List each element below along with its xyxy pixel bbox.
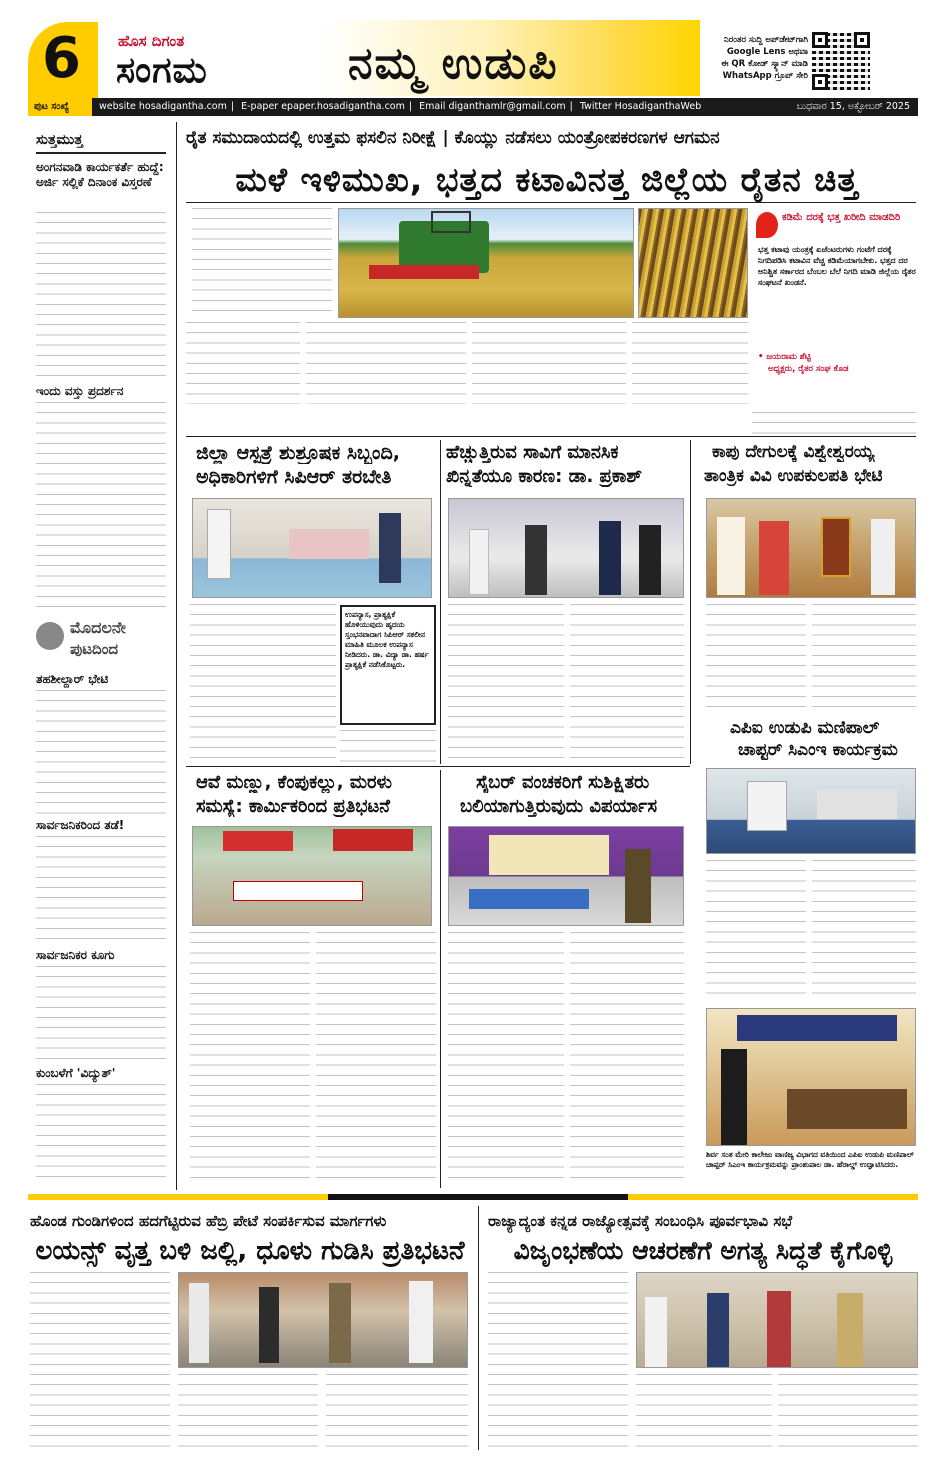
road-protest-photo: [178, 1272, 468, 1368]
person-shape: [639, 525, 661, 595]
qr-corner: [812, 32, 828, 48]
brief-title: ಇಂದು ವಸ್ತು ಪ್ರದರ್ಶನ: [36, 384, 124, 398]
article-body-text: [316, 932, 436, 1184]
article-headline: ಆವೆ ಮಣ್ಣು, ಕೆಂಪುಕಲ್ಲು, ಮರಳು: [196, 772, 392, 793]
college-event-photo: [706, 1008, 916, 1146]
banner-shape: [489, 835, 609, 875]
left-column-heading: [36, 124, 166, 154]
section-title: ನಮ್ಮ ಉಡುಪಿ: [348, 38, 559, 89]
masthead: [0, 0, 945, 96]
person-shape: [469, 529, 489, 595]
qr-line: ನಿರಂತರ ಸುದ್ದಿ ಅಪ್‌ಡೇಟ್‌ಗಾಗಿ: [724, 35, 808, 45]
location-pin-icon: [756, 212, 778, 238]
article-headline: ಚಾಪ್ಟರ್ ಸಿಎಂಇ ಕಾರ್ಯಕ್ರಮ: [738, 740, 898, 760]
info-bar: ಪುಟ ಸಂಖ್ಯೆ website hosadigantha.com | E-paper epaper.hosadigantha.com | Email diganthamlr@gmail.com | Twitter HosadiganthaWeb ಬುಧವಾರ 15, ಅಕ್ಟೋಬರ್ 2025: [28, 98, 918, 116]
article-body-text: [340, 730, 436, 762]
workers-protest-photo: [192, 826, 432, 926]
article-body-text: [488, 1272, 628, 1450]
bottom-left-headline: ಲಯನ್ಸ್ ವೃತ್ತ ಬಳಿ ಜಲ್ಲಿ, ಧೂಳು ಗುಡಿಸಿ ಪ್ರತಿಭಟನೆ: [35, 1236, 465, 1266]
brief-body: [36, 402, 166, 610]
qr-instructions: [700, 34, 808, 82]
article-body-text: [326, 1374, 468, 1450]
screen-shape: [747, 781, 787, 831]
banner-shape: [737, 1015, 897, 1041]
farmer-quote-sidebox: [752, 208, 916, 408]
person-shape: [767, 1291, 791, 1367]
harvester-cab: [431, 211, 471, 233]
banner-shape: [233, 881, 363, 901]
person-shape: [259, 1287, 279, 1363]
article-body-text: [706, 604, 806, 708]
column-rule: [440, 770, 441, 1188]
column-rule: [690, 440, 691, 764]
column-rule: [478, 1206, 479, 1450]
qr-corner: [854, 32, 870, 48]
person-shape: [409, 1281, 433, 1363]
person-shape: [717, 517, 745, 595]
paddy-grain-photo: [638, 208, 748, 318]
person-shape: [525, 525, 547, 595]
article-body-text: [190, 932, 310, 1184]
qr-code-icon[interactable]: [812, 32, 870, 90]
brief-title: ಸಾರ್ವಜನಿಕರಿಂದ ತಡೆ!: [36, 818, 125, 832]
article-headline: ಎಪಿಐ ಉಡುಪಿ ಮಣಿಪಾಲ್: [730, 718, 880, 738]
page-number: 6: [42, 26, 81, 91]
lead-body-text: [306, 322, 466, 404]
bottom-left-kicker: ಹೊಂಡ ಗುಂಡಿಗಳಿಂದ ಹದಗೆಟ್ಟಿರುವ ಹೆಬ್ರಿ ಪೇಟೆ ಸಂಪರ್ಕಿಸುವ ಮಾರ್ಗಗಳು: [30, 1212, 387, 1230]
page-section-label: ಪುಟ ಸಂಖ್ಯೆ: [28, 98, 92, 116]
seminar-photo: [448, 498, 684, 598]
left-column-heading-text: ಸುತ್ತಮುತ್ತ: [36, 132, 83, 148]
lead-kicker: ರೈತ ಸಮುದಾಯದಲ್ಲಿ ಉತ್ತಮ ಫಸಲಿನ ನಿರೀಕ್ಷೆ | ಕೊಯ್ಲು ನಡೆಸಲು ಯಂತ್ರೋಪಕರಣಗಳ ಆಗಮನ: [186, 128, 720, 148]
person-shape: [599, 521, 621, 595]
sidebox-title: ಕಡಿಮೆ ದರಕ್ಕೆ ಭತ್ತ ಖರೀದಿ ಮಾಡದಿರಿ: [782, 212, 901, 223]
article-body-text: [30, 1272, 170, 1450]
qr-corner: [812, 74, 828, 90]
section-rule: [186, 436, 916, 437]
person-shape: [837, 1293, 863, 1367]
article-headline: ಸೈಬರ್ ವಂಚಕರಿಗೆ ಸುಶಿಕ್ಷಿತರು: [476, 772, 650, 793]
bottom-right-headline: ವಿಜೃಂಭಣೆಯ ಆಚರಣೆಗೆ ಅಗತ್ಯ ಸಿದ್ಧತೆ ಕೈಗೊಳ್ಳಿ: [513, 1236, 893, 1265]
article-headline: ಅಧಿಕಾರಿಗಳಿಗೆ ಸಿಪಿಆರ್ ತರಬೇತಿ: [196, 466, 392, 488]
person-shape: [645, 1297, 667, 1367]
brief-body: [36, 690, 166, 814]
divider-stripe: [328, 1194, 628, 1200]
column-rule: [440, 440, 441, 764]
website-link[interactable]: website hosadigantha.com: [99, 101, 227, 112]
lead-body-text: [632, 322, 748, 404]
page-number-badge: [28, 22, 98, 100]
brand-logo: ಸಂಗಮ: [116, 50, 208, 91]
article-body-text: [812, 860, 916, 996]
qr-line: ಈ QR ಕೋಡ್ ಸ್ಕ್ಯಾನ್ ಮಾಡಿ: [721, 59, 808, 69]
first-page-label-2: ಪುಟದಿಂದ: [70, 640, 119, 658]
article-body-text: [448, 604, 564, 762]
article-headline: ಹೆಚ್ಚುತ್ತಿರುವ ಸಾವಿಗೆ ಮಾನಸಿಕ: [446, 442, 619, 463]
sidebox-author: • ಜಯರಾಮ ಶೆಟ್ಟಿ: [758, 352, 811, 362]
article-headline: ಸಮಸ್ಯೆ: ಕಾರ್ಮಿಕರಿಂದ ಪ್ರತಿಭಟನೆ: [196, 796, 391, 817]
column-rule: [176, 122, 177, 1190]
person-shape: [379, 513, 401, 583]
article-body-text: [178, 1374, 318, 1450]
cyber-crime-event-photo: [448, 826, 684, 926]
first-page-label-1: ಮೊದಲನೇ: [70, 618, 126, 637]
flag-shape: [333, 829, 413, 851]
person-shape: [207, 509, 231, 579]
article-headline: ಬಲಿಯಾಗುತ್ತಿರುವುದು ವಿಪರ್ಯಾಸ: [460, 796, 658, 817]
epaper-link[interactable]: E-paper epaper.hosadigantha.com: [241, 101, 405, 112]
photo-caption: ಶಿರ್ವ ಸಂತ ಮೇರಿ ಕಾಲೇಜು ವಾಣಿಜ್ಯ ವಿಭಾಗದ ವತಿಯಿಂದ ಎಪಿಐ ಉಡುಪಿ ಮಣಿಪಾಲ್ ಚಾಪ್ಟರ್ ಸಿಎಂಇ ಕಾರ್ಯಕ್ರಮವನ್ನು ಪ್ರಾಂಶುಪಾಲ ಡಾ. ಹೆರಾಲ್ಡ್ ಉದ್ಘಾಟಿಸಿದರು.: [706, 1150, 914, 1169]
cpr-quote-box: ಉಪನ್ಯಾಸ, ಪ್ರಾತ್ಯಕ್ಷಿಕೆ ಹೊಳಿಯುವುದು ಹೃದಯ ಸ್ತಂಭನವಾದಾಗ ಸಿಪಿಆರ್ ಸಕಲೀನ ಮಾಹಿತಿ ಮೂಲಕ ಉಪನ್ಯಾಸ ನೀಡಿದರು. ಡಾ. ವಿದ್ಯಾ ಡಾ. ಹರ್ಷ ಪ್ರಾತ್ಯಕ್ಷಿಕೆ ನಡೆಸಿಕೊಟ್ಟರು.: [340, 605, 436, 725]
divider-stripe: [28, 1194, 328, 1200]
qr-line: WhatsApp ಗ್ರೂಪ್ ಸೇರಿ: [722, 71, 808, 81]
flag-shape: [223, 831, 293, 851]
article-body-text: [636, 1374, 772, 1450]
lead-body-text: [472, 322, 626, 404]
article-body-text: [570, 604, 684, 762]
issue-date: ಬುಧವಾರ 15, ಅಕ್ಟೋಬರ್ 2025: [796, 101, 910, 112]
brief-title: ತಹಶೀಲ್ದಾರ್ ಭೇಟಿ: [36, 672, 109, 686]
screen-shape: [817, 789, 897, 819]
article-headline: ಖಿನ್ನತೆಯೂ ಕಾರಣ: ಡಾ. ಪ್ರಕಾಶ್: [446, 466, 643, 487]
brief-title: ಅಂಗನವಾಡಿ ಕಾರ್ಯಕರ್ತೆ ಹುದ್ದೆ: ಅರ್ಜಿ ಸಲ್ಲಿಕೆ ದಿನಾಂಕ ವಿಸ್ತರಣೆ: [36, 160, 164, 189]
brief-body: [36, 1084, 166, 1184]
article-body-text: [448, 932, 564, 1184]
sidebox-body: ಭತ್ತ ಕಟಾವು ಯಂತ್ರಕ್ಕೆ ಏಜೆಂಟರುಗಳು ಗಂಟೆಗೆ ದರಕ್ಕೆ ನಿಗದಿಪಡಿಸಿ ಕಟಾವಿನ ವೆಚ್ಚ ಕಡಿಮೆಯಾಗಬೇಕು. ಭತ್ತದ ದರ ಅನಿಶ್ಚಿತ ಸರ್ಕಾರದ ಬೆಂಬಲ ಬೆಲೆ ನಿಗದಿ ಮಾಡಿ ಜಿಲ್ಲೆಯ ರೈತರ ಸಂಘಟನೆ ಖಂಡನೆ.: [758, 245, 916, 287]
article-headline: ಕಾಪು ದೇಗುಲಕ್ಕೆ ವಿಶ್ವೇಶ್ವರಯ್ಯ: [712, 442, 875, 462]
article-body-text: [570, 932, 684, 1184]
paddy-harvester-photo: [338, 208, 634, 318]
qr-line: Google Lens ಅಥವಾ: [726, 47, 808, 57]
article-headline: ತಾಂತ್ರಿಕ ವಿವಿ ಉಪಕುಲಪತಿ ಭೇಟಿ: [704, 466, 883, 486]
person-shape: [759, 521, 789, 595]
person-shape: [871, 519, 895, 595]
brief-title: ಸಾರ್ವಜನಿಕರ ಕೂಗು: [36, 948, 115, 962]
divider-stripe: [628, 1194, 918, 1200]
person-shape: [707, 1293, 729, 1367]
lead-rule: [186, 202, 916, 203]
cpr-training-photo: [192, 498, 432, 598]
article-body-text: [812, 604, 916, 708]
person-shape: [721, 1049, 747, 1145]
section-rule: [186, 766, 690, 767]
person-shape: [289, 529, 369, 559]
lead-body-text: [192, 208, 332, 314]
brief-body: [36, 212, 166, 378]
sidebox-author-role: ಅಧ್ಯಕ್ಷರು, ರೈತರ ಸಂಘ ಕೊಡ: [768, 364, 849, 374]
brand-top-label: ಹೊಸ ದಿಗಂತ: [118, 32, 185, 50]
brief-body: [36, 966, 166, 1062]
lead-headline: ಮಳೆ ಇಳಿಮುಖ, ಭತ್ತದ ಕಟಾವಿನತ್ತ ಜಿಲ್ಲೆಯ ರೈತನ ಚಿತ್ತ: [235, 160, 859, 199]
cme-program-photo: [706, 768, 916, 854]
brief-title: ಕುಂಬಳೆಗೆ 'ವಿದ್ಯುತ್': [36, 1066, 116, 1080]
first-page-continuation: [36, 618, 166, 664]
twitter-link[interactable]: Twitter HosadiganthaWeb: [579, 101, 702, 112]
temple-visit-photo: [706, 498, 916, 598]
person-shape: [189, 1283, 209, 1363]
frame-shape: [821, 517, 851, 577]
article-body-text: [190, 604, 336, 762]
harvester-blade: [369, 265, 479, 279]
table-shape: [787, 1089, 907, 1129]
lead-body-text: [186, 322, 300, 404]
person-shape: [625, 849, 651, 923]
article-headline: ಜಿಲ್ಲಾ ಆಸ್ಪತ್ರೆ ಶುಶ್ರೂಷಕ ಸಿಬ್ಬಂದಿ,: [196, 442, 400, 464]
meeting-photo: [636, 1272, 918, 1368]
table-shape: [469, 889, 589, 909]
bottom-right-kicker: ರಾಜ್ಯಾದ್ಯಂತ ಕನ್ನಡ ರಾಜ್ಯೋತ್ಸವಕ್ಕೆ ಸಂಬಂಧಿಸಿ ಪೂರ್ವಭಾವಿ ಸಭೆ: [488, 1212, 793, 1230]
pencil-icon: [36, 622, 64, 650]
lead-body-text: [752, 412, 916, 434]
email-link[interactable]: Email diganthamlr@gmail.com: [419, 101, 566, 112]
person-shape: [329, 1283, 351, 1363]
brief-body: [36, 836, 166, 944]
article-body-text: [778, 1374, 918, 1450]
article-body-text: [706, 860, 806, 996]
